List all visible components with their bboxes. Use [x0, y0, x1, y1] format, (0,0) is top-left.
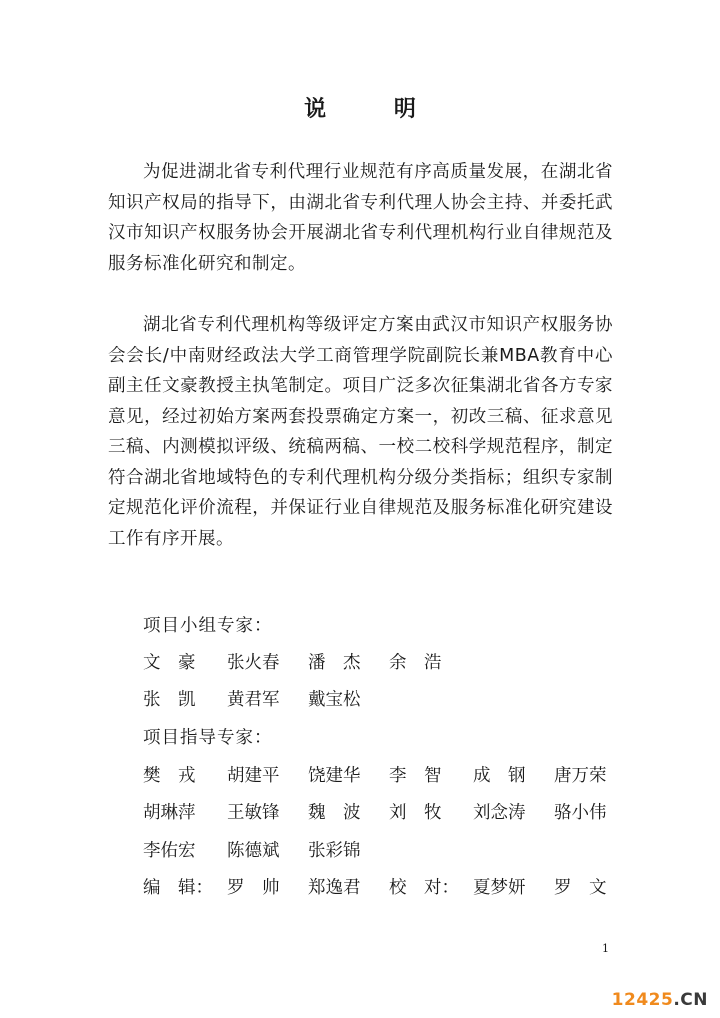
advisor: 李佑宏 [143, 841, 196, 861]
proofreader: 罗 文 [554, 878, 607, 898]
editor: 罗 帅 [227, 878, 280, 898]
proofreader: 夏梦妍 [473, 878, 526, 898]
team-member: 潘 杰 [308, 653, 361, 673]
advisor-label: 项目指导专家： [143, 728, 273, 748]
advisor: 胡建平 [227, 766, 280, 786]
advisor: 魏 波 [308, 803, 361, 823]
paragraph-method: 湖北省专利代理机构等级评定方案由武汉市知识产权服务协会会长/中南财经政法大学工商管理学院副院长兼MBA教育中心副主任文豪教授主执笔制定。项目广泛多次征集湖北省各方专家意见，经过初始方案两套投票确定方案一，初改三稿、征求意见三稿、内测模拟评级、统稿两稿、一校二校科学规范程序，制定符合湖北省地域特色的专利代理机构分级分类指标；组织专家制定规范化评价流程，并保证行业自律规范及服务标准化研究建设工作有序开展。 [108, 315, 613, 549]
watermark-number: 12425 [611, 990, 674, 1010]
advisor: 李 智 [389, 766, 442, 786]
advisor: 唐万荣 [554, 766, 607, 786]
team-member: 余 浩 [389, 653, 442, 673]
team-member: 文 豪 [143, 653, 196, 673]
advisor: 胡琳萍 [143, 803, 196, 823]
team-label: 项目小组专家： [143, 616, 273, 636]
advisor: 王敏锋 [227, 803, 280, 823]
watermark-suffix: CN [680, 990, 708, 1010]
advisor: 成 钢 [473, 766, 526, 786]
advisor: 饶建华 [308, 766, 361, 786]
editor: 郑逸君 [308, 878, 361, 898]
editor-label: 编 辑： [143, 878, 213, 898]
advisor: 樊 戎 [143, 766, 196, 786]
site-watermark [612, 990, 708, 1010]
watermark-dot: . [673, 990, 681, 1010]
advisor: 张彩锦 [308, 841, 361, 861]
paragraph-intro: 为促进湖北省专利代理行业规范有序高质量发展，在湖北省知识产权局的指导下，由湖北省专利代理人协会主持、并委托武汉市知识产权服务协会开展湖北省专利代理机构行业自律规范及服务标准化研究和制定。 [108, 162, 613, 274]
advisor: 刘念涛 [473, 803, 526, 823]
advisor: 骆小伟 [554, 803, 607, 823]
proofreader-label: 校 对： [389, 878, 459, 898]
advisor: 陈德斌 [227, 841, 280, 861]
page-title: 说 明 [304, 96, 446, 122]
team-member: 张 凯 [143, 690, 196, 710]
page-number: 1 [602, 942, 609, 955]
advisor: 刘 牧 [389, 803, 442, 823]
team-member: 张火春 [227, 653, 280, 673]
team-member: 戴宝松 [308, 690, 361, 710]
team-member: 黄君军 [227, 690, 280, 710]
